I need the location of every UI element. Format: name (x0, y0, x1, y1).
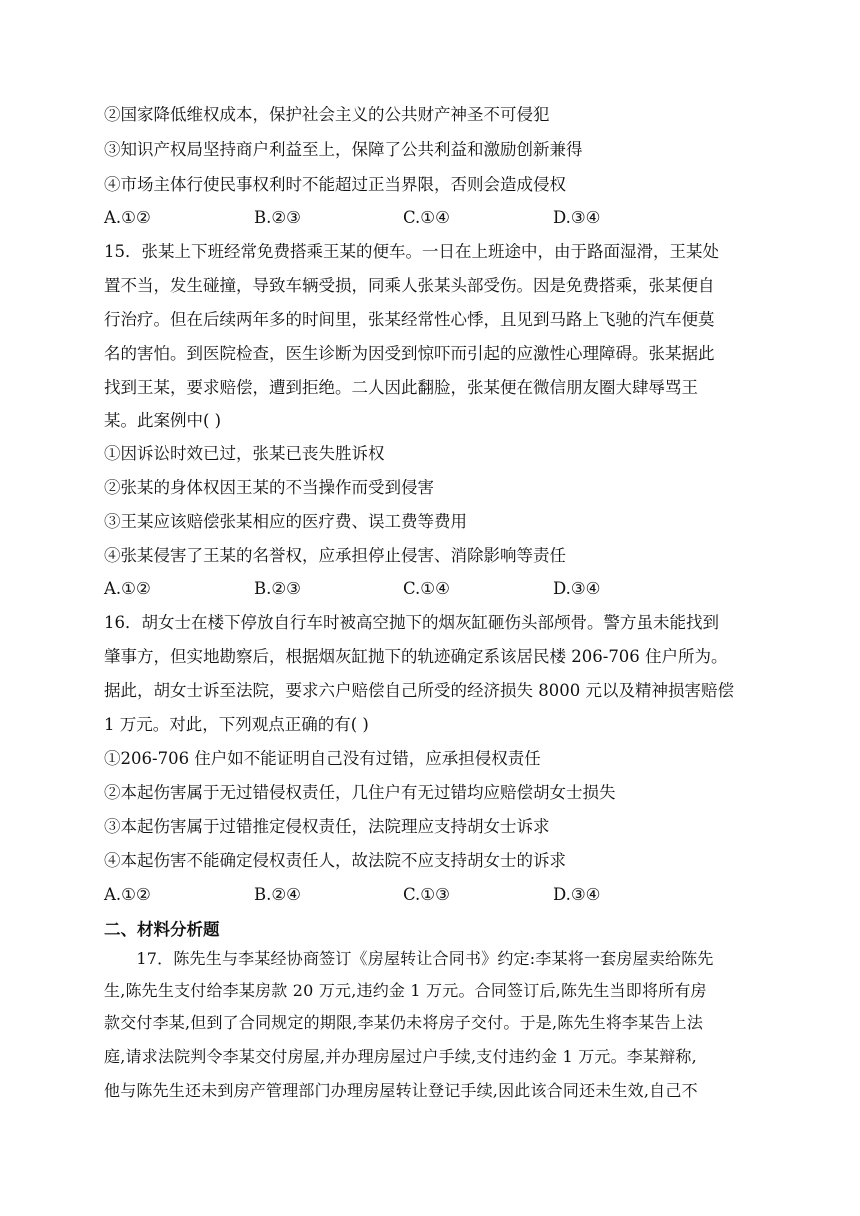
q15-option-3: ③王某应该赔偿张某相应的医疗费、误工费等费用 (104, 512, 467, 531)
choice-b: B.②③ (254, 579, 301, 598)
q16-option-3: ③本起伤害属于过错推定侵权责任，法院理应支持胡女士诉求 (104, 817, 550, 836)
q16-stem-line: 16．胡女士在楼下停放自行车时被高空抛下的烟灰缸砸伤头部颅骨。警方虽未能找到 (104, 613, 719, 632)
choice-c: C.①④ (403, 208, 450, 227)
choice-d: D.③④ (553, 208, 601, 227)
q14-option-2: ②国家降低维权成本，保护社会主义的公共财产神圣不可侵犯 (104, 105, 550, 124)
choice-a: A.①② (104, 579, 151, 598)
q14-option-3: ③知识产权局坚持商户利益至上，保障了公共利益和激励创新兼得 (104, 140, 583, 159)
choice-a: A.①② (104, 885, 151, 904)
q15-option-4: ④张某侵害了王某的名誉权，应承担停止侵害、消除影响等责任 (104, 546, 566, 565)
q15-stem-line: 找到王某，要求赔偿，遭到拒绝。二人因此翻脸，张某便在微信朋友圈大肆辱骂王 (104, 378, 698, 397)
q16-stem-line: 1 万元。对此，下列观点正确的有( ) (104, 715, 369, 734)
choice-a: A.①② (104, 208, 151, 227)
q17-line: 他与陈先生还未到房产管理部门办理房屋转让登记手续,因此该合同还未生效,自己不 (104, 1081, 698, 1100)
q15-stem-line: 15．张某上下班经常免费搭乘王某的便车。一日在上班途中，由于路面湿滑，王某处 (104, 242, 719, 261)
q17-line: 款交付李某,但到了合同规定的期限,李某仍未将房子交付。于是,陈先生将李某告上法 (104, 1013, 704, 1032)
choice-b: B.②④ (254, 885, 301, 904)
q16-stem-line: 肇事方，但实地勘察后，根据烟灰缸抛下的轨迹确定系该居民楼 206-706 住户所为。 (104, 647, 728, 666)
q16-option-4: ④本起伤害不能确定侵权责任人，故法院不应支持胡女士的诉求 (104, 851, 566, 870)
q15-stem-line: 置不当，发生碰撞，导致车辆受损，同乘人张某头部受伤。因是免费搭乘，张某便自 (104, 276, 715, 295)
choice-d: D.③④ (553, 885, 601, 904)
q15-stem-line: 某。此案例中( ) (104, 411, 222, 430)
q14-option-4: ④市场主体行使民事权利时不能超过正当界限，否则会造成侵权 (104, 175, 566, 194)
q16-option-2: ②本起伤害属于无过错侵权责任，几住户有无过错均应赔偿胡女士损失 (104, 783, 616, 802)
q17-line: 庭,请求法院判令李某交付房屋,并办理房屋过户手续,支付违约金 1 万元。李某辩称, (104, 1047, 697, 1066)
q17-line: 生,陈先生支付给李某房款 20 万元,违约金 1 万元。合同签订后,陈先生当即将所有房 (104, 981, 707, 1000)
choice-c: C.①④ (403, 579, 450, 598)
q16-option-1: ①206-706 住户如不能证明自己没有过错，应承担侵权责任 (104, 749, 541, 768)
q16-stem-line: 据此，胡女士诉至法院，要求六户赔偿自己所受的经济损失 8000 元以及精神损害赔偿 (104, 681, 734, 700)
section-heading: 二、材料分析题 (104, 920, 220, 939)
choice-b: B.②③ (254, 208, 301, 227)
q17-line: 17．陈先生与李某经协商签订《房屋转让合同书》约定:李某将一套房屋卖给陈先 (104, 949, 714, 968)
choice-c: C.①③ (403, 885, 450, 904)
q15-option-1: ①因诉讼时效已过，张某已丧失胜诉权 (104, 444, 385, 463)
choice-d: D.③④ (553, 579, 601, 598)
q15-stem-line: 行治疗。但在后续两年多的时间里，张某经常性心悸，且见到马路上飞驰的汽车便莫 (104, 310, 715, 329)
q15-stem-line: 名的害怕。到医院检查，医生诊断为因受到惊吓而引起的应激性心理障碍。张某据此 (104, 344, 715, 363)
q15-option-2: ②张某的身体权因王某的不当操作而受到侵害 (104, 478, 434, 497)
